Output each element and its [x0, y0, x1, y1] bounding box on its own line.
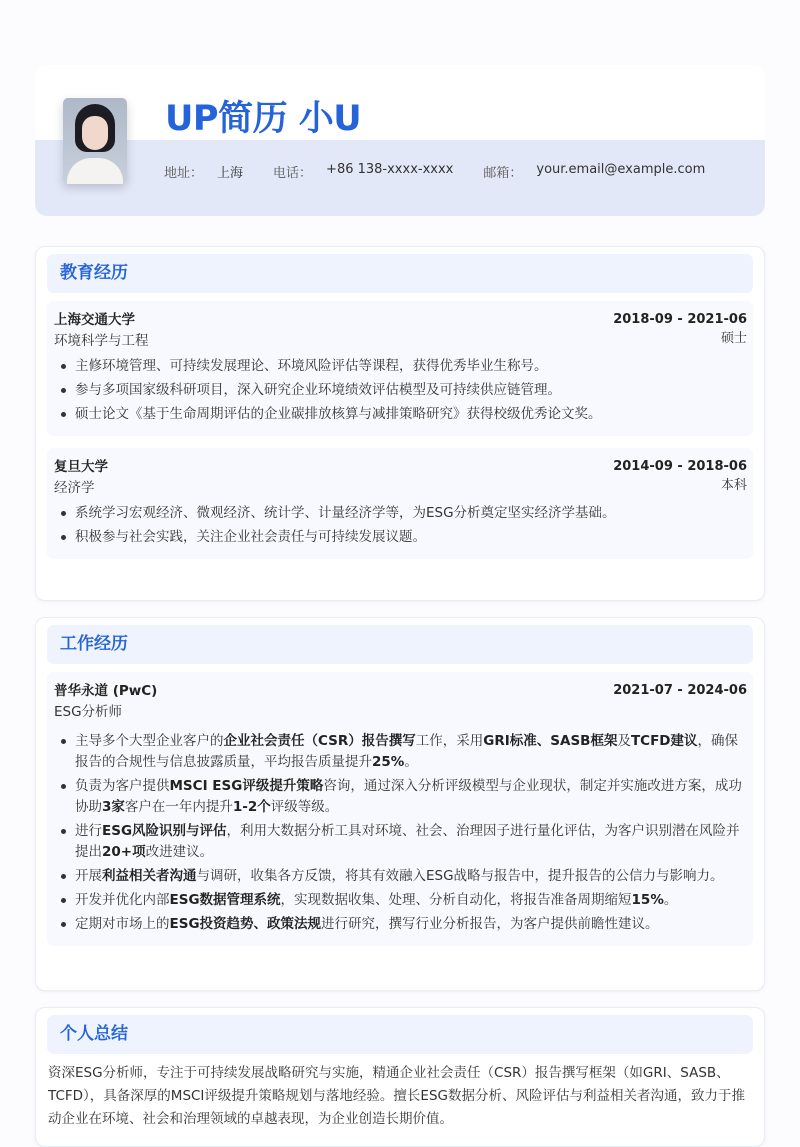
bold-text: 利益相关者沟通: [102, 868, 197, 884]
text: ，利用大数据分析工具对环境、社会、治理因子进行量化评估，为客户识别潜在风险并提出: [75, 823, 740, 860]
bold-text: MSCI ESG评级提升策略: [169, 778, 324, 794]
text: 积极参与社会实践，关注企业社会责任与可持续发展议题。: [75, 529, 426, 545]
bullet-item: [54, 890, 747, 911]
contact-address: 地址： 上海: [164, 166, 244, 181]
degree: 本科: [720, 478, 747, 493]
text: 主修环境管理、可持续发展理论、环境风险评估等课程，获得优秀毕业生称号。: [75, 358, 548, 374]
bold-text: 企业社会责任（CSR）报告撰写: [223, 733, 416, 749]
bullet-item: [54, 527, 747, 548]
major: 环境科学与工程: [54, 333, 149, 349]
date-range: 2021-07 - 2024-06: [613, 683, 747, 698]
profile-photo: [63, 98, 127, 184]
text: 开发并优化内部: [75, 892, 170, 908]
text: 改进建议。: [145, 844, 214, 860]
company-name: 普华永道 (PwC): [54, 683, 158, 699]
bullet-item: [54, 821, 747, 863]
text: 开展: [75, 868, 102, 884]
education-entry: [47, 448, 753, 559]
bullet-list: [54, 356, 747, 425]
bold-text: ESG投资趋势、政策法规: [169, 916, 322, 932]
text: 主导多个大型企业客户的: [75, 733, 224, 749]
degree: 硕士: [720, 331, 747, 346]
bold-text: ESG数据管理系统: [169, 892, 281, 908]
work-section: [35, 617, 765, 991]
text: 硕士论文《基于生命周期评估的企业碳排放核算与减排策略研究》获得校级优秀论文奖。: [75, 406, 602, 422]
contact-email: 邮箱： your.email@example.com: [483, 162, 706, 181]
text: ，实现数据收集、处理、分析自动化，将报告准备周期缩短: [280, 892, 632, 908]
text: 及: [617, 733, 631, 749]
text: ，确保报告的合规性与信息披露质量，平均报告质量提升: [75, 733, 739, 770]
text: 。: [663, 892, 678, 908]
summary-text: 资深ESG分析师，专注于可持续发展战略研究与实施，精通企业社会责任（CSR）报告撰写框架（如GRI、SASB、TCFD），具备深厚的MSCI评级提升策略规划与落地经验。擅长ESG数据分析、风险评估与利益相关者沟通，致力于推动企业在环境、社会和治理领域的卓越表现，为企业创造长期价值。: [48, 1065, 745, 1127]
text: 客户在一年内提升: [124, 799, 233, 815]
bullet-item: [54, 503, 747, 524]
major: 经济学: [54, 480, 95, 496]
bold-text: 15%: [631, 892, 664, 908]
section-title: 教育经历: [47, 254, 753, 293]
bullet-item: [54, 380, 747, 401]
bold-text: ESG风险识别与评估: [102, 823, 227, 839]
bold-text: 20+项: [102, 844, 146, 860]
bullet-item: [54, 776, 747, 818]
text: 咨询，通过深入分析评级模型与企业现状，制定并实施改进方案，成功协助: [75, 778, 742, 815]
text: 参与多项国家级科研项目，深入研究企业环境绩效评估模型及可持续供应链管理。: [75, 382, 561, 398]
education-section: [35, 246, 765, 601]
text: 与调研，收集各方反馈，将其有效融入ESG战略与报告中，提升报告的公信力与影响力。: [196, 868, 724, 884]
contact-phone: 电话： +86 138-xxxx-xxxx: [273, 162, 454, 181]
bold-text: 25%: [372, 754, 405, 770]
text: 进行: [75, 823, 102, 839]
text: 进行研究，撰写行业分析报告，为客户提供前瞻性建议。: [321, 916, 659, 932]
work-entry: [47, 672, 753, 946]
bullet-item: [54, 404, 747, 425]
text: 定期对市场上的: [75, 916, 170, 932]
date-range: 2014-09 - 2018-06: [613, 459, 747, 474]
bullet-item: [54, 356, 747, 377]
candidate-name: UP简历 小U: [165, 99, 362, 139]
summary-section: [35, 1007, 765, 1147]
education-entry: [47, 301, 753, 436]
text: 评级等级。: [270, 799, 339, 815]
bullet-list: [54, 731, 747, 935]
date-range: 2018-09 - 2021-06: [613, 312, 747, 327]
bullet-list: [54, 503, 747, 548]
section-title: 工作经历: [47, 625, 753, 664]
bold-text: TCFD建议: [630, 733, 698, 749]
bold-text: GRI标准、SASB框架: [483, 733, 618, 749]
bullet-item: [54, 731, 747, 773]
school-name: 上海交通大学: [54, 312, 135, 328]
bullet-item: [54, 914, 747, 935]
contact-info: [164, 162, 735, 181]
resume-header: [35, 65, 765, 216]
bullet-item: [54, 866, 747, 887]
bold-text: 1-2个: [232, 799, 271, 815]
text: 。: [404, 754, 418, 770]
section-title: 个人总结: [47, 1015, 753, 1054]
bold-text: 3家: [102, 799, 125, 815]
text: 系统学习宏观经济、微观经济、统计学、计量经济学等，为ESG分析奠定坚实经济学基础。: [75, 505, 616, 521]
school-name: 复旦大学: [54, 459, 108, 475]
job-role: ESG分析师: [54, 704, 123, 720]
text: 工作，采用: [415, 733, 484, 749]
text: 负责为客户提供: [75, 778, 170, 794]
